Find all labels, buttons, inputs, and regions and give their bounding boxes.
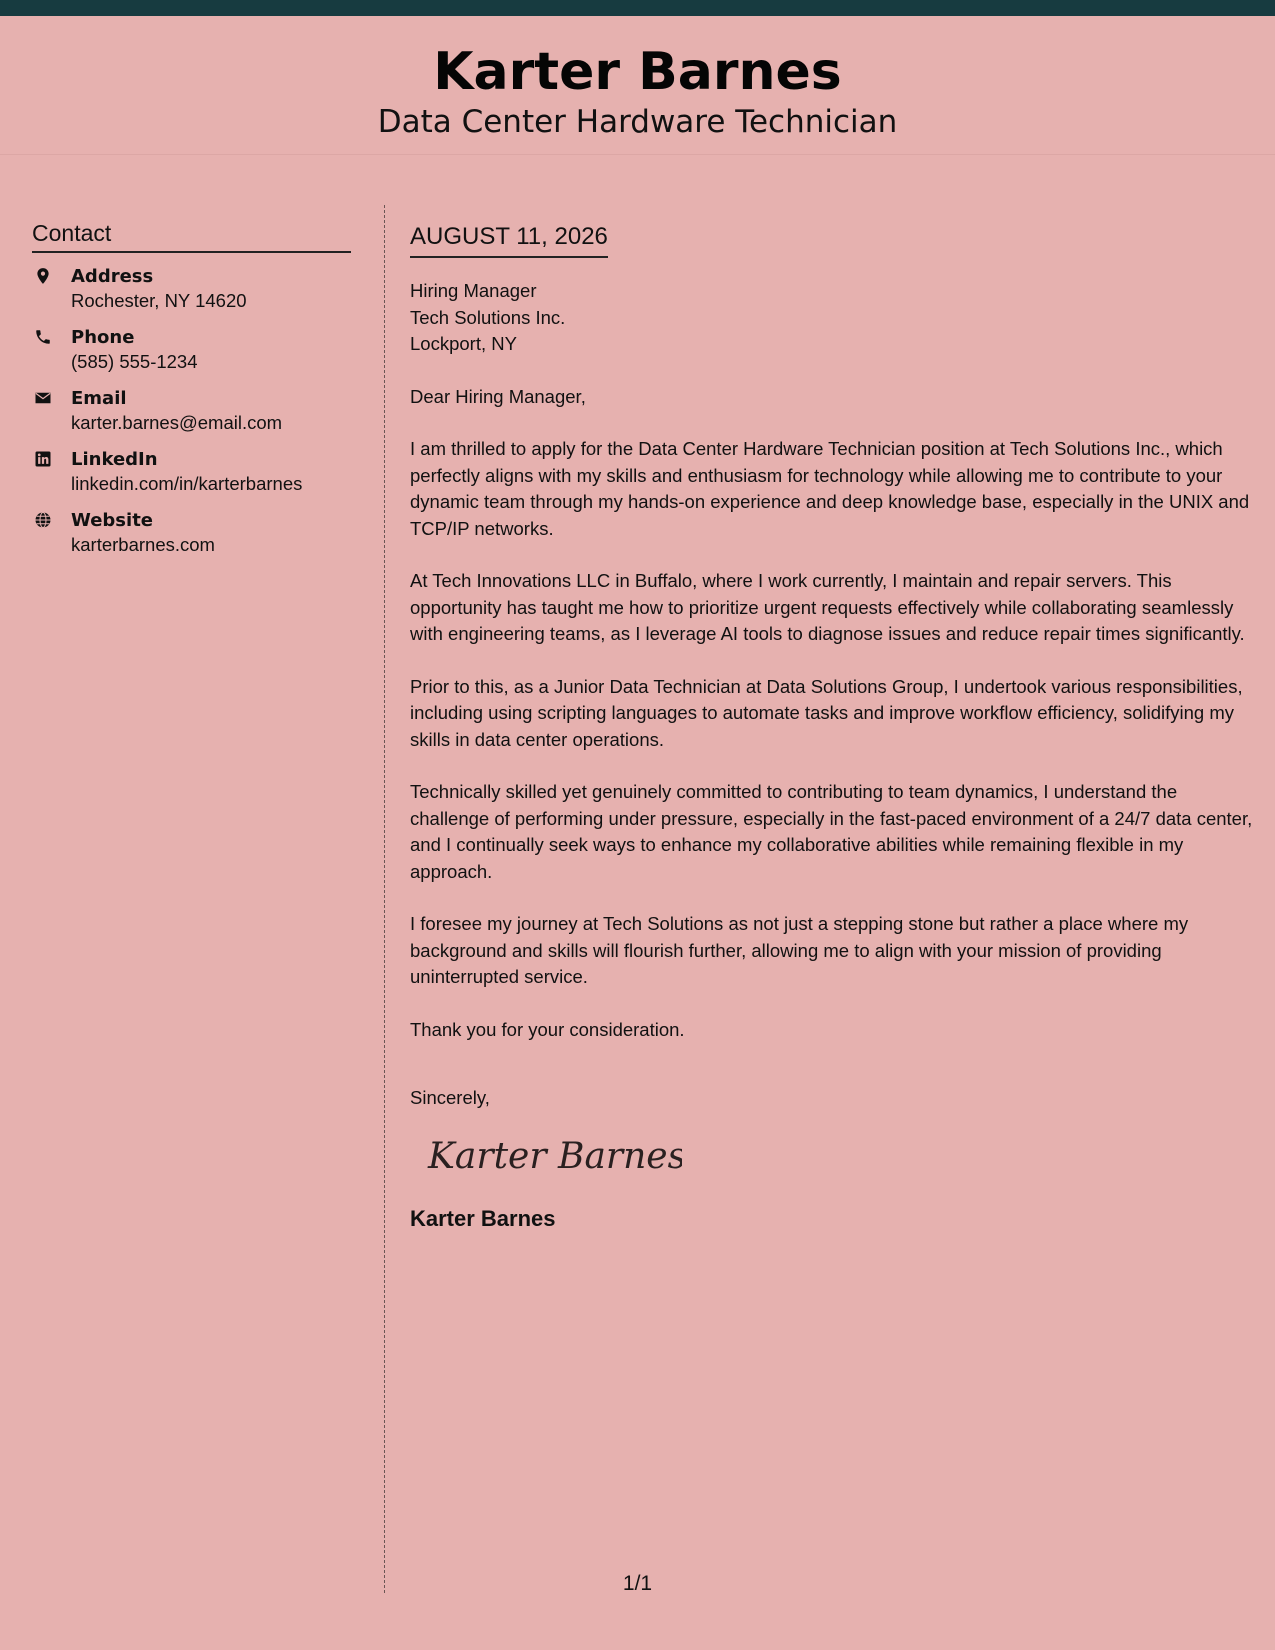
- contact-label: LinkedIn: [71, 449, 158, 470]
- column-divider: [384, 205, 385, 1593]
- candidate-name: Karter Barnes: [433, 42, 842, 102]
- recipient-line: Tech Solutions Inc.: [410, 306, 566, 328]
- recipient-block: [410, 278, 1255, 358]
- contact-item-website: [32, 509, 351, 557]
- cover-letter: [410, 222, 1255, 1233]
- contact-item-phone: [32, 326, 351, 374]
- top-accent-bar: [0, 0, 1275, 16]
- letter-date: AUGUST 11, 2026: [410, 222, 608, 258]
- signature-text: Karter Barnes: [428, 1135, 682, 1177]
- body-paragraph: Prior to this, as a Junior Data Technician at Data Solutions Group, I undertook various responsibilities, including using scripting languages to automate tasks and improve workflow efficiency, solidifying my skills in data center operations.: [410, 675, 1243, 750]
- linkedin-link[interactable]: linkedin.com/in/karterbarnes: [71, 473, 303, 494]
- contact-item-address: [32, 265, 351, 313]
- body-paragraph: Technically skilled yet genuinely committed to contributing to team dynamics, I understand the challenge of performing under pressure, especially in the fast-paced environment of a 24/7 data center, and I continually seek ways to enhance my collaborative abilities while remaining flexible in my approach.: [410, 781, 1253, 882]
- contact-item-email: [32, 387, 351, 435]
- body-paragraph: At Tech Innovations LLC in Buffalo, where I work currently, I maintain and repair servers. This opportunity has taught me how to prioritize urgent requests effectively while collaborating seamlessly with engineering teams, as I leverage AI tools to diagnose issues and reduce repair times significantly.: [410, 570, 1245, 644]
- header-divider: [0, 154, 1275, 155]
- contact-label: Address: [71, 266, 154, 287]
- contact-label: Phone: [71, 327, 135, 348]
- resume-header: [0, 16, 1275, 154]
- thank-you-line: Thank you for your consideration.: [410, 1018, 685, 1040]
- job-title: Data Center Hardware Technician: [377, 104, 898, 140]
- body-paragraph: I foresee my journey at Tech Solutions as not just a stepping stone but rather a place where my background and skills will flourish further, allowing me to align with your mission of providing uninterrupted service.: [410, 913, 1189, 987]
- contact-heading: Contact: [32, 218, 351, 253]
- contact-item-linkedin: [32, 448, 351, 496]
- email-link[interactable]: karter.barnes@email.com: [71, 412, 283, 433]
- closing: Sincerely,: [410, 1087, 490, 1108]
- address-value: Rochester, NY 14620: [71, 290, 247, 311]
- phone-value[interactable]: (585) 555-1234: [71, 351, 198, 372]
- phone-icon: [34, 328, 52, 346]
- envelope-icon: [34, 389, 52, 407]
- recipient-line: Hiring Manager: [410, 280, 537, 301]
- contact-list: [32, 265, 351, 557]
- page-number: 1/1: [622, 1572, 653, 1595]
- location-pin-icon: [34, 267, 52, 285]
- globe-icon: [34, 511, 52, 529]
- signer-name: Karter Barnes: [410, 1205, 556, 1231]
- body-paragraph: I am thrilled to apply for the Data Center Hardware Technician position at Tech Solutions Inc., which perfectly aligns with my skills and enthusiasm for technology while allowing me to contribute to your dynamic team through my hands-on experience and deep knowledge base, especially in the UNIX and TCP/IP networks.: [410, 438, 1250, 539]
- contact-label: Email: [71, 388, 127, 409]
- website-link[interactable]: karterbarnes.com: [71, 534, 215, 555]
- salutation: Dear Hiring Manager,: [410, 385, 586, 407]
- handwritten-signature: [422, 1126, 682, 1186]
- linkedin-icon: [34, 450, 52, 468]
- contact-label: Website: [71, 510, 154, 531]
- recipient-line: Lockport, NY: [410, 333, 517, 354]
- contact-sidebar: [32, 218, 351, 570]
